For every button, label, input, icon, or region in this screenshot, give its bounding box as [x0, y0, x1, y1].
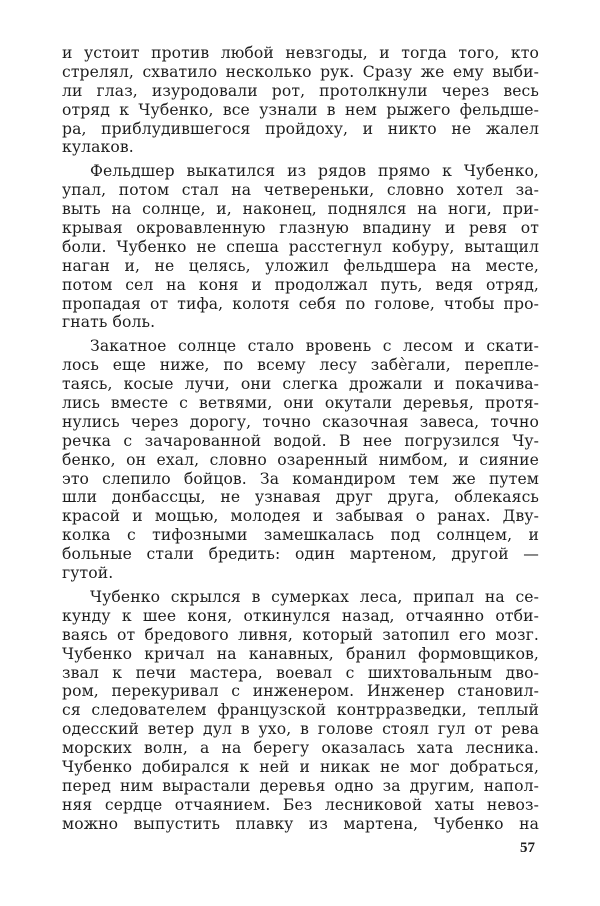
text-line: пропадая от тифа, колотя себя по голове, чтобы про-: [62, 294, 539, 313]
text-line: нулись через дорогу, точно сказочная завеса, точно: [62, 412, 539, 431]
text-line: боли. Чубенко не спеша расстегнул кобуру, вытащил: [62, 237, 539, 256]
text-line: колка с тифозными замешкалась под солнцем, и: [62, 526, 539, 545]
text-line: ром, перекуривал с инженером. Инженер становил-: [62, 682, 539, 701]
text-line: ваясь от бредового ливня, который затопил его мозг.: [62, 625, 539, 644]
text-line: одесский ветер дул в ухо, в голове стоял гул от рева: [62, 720, 539, 739]
text-line: гнать боль.: [62, 313, 156, 332]
text-line: стрелял, схватило несколько рук. Сразу же ему выби-: [62, 62, 539, 81]
text-line: речка с зачарованной водой. В нее погрузился Чу-: [62, 431, 539, 450]
text-line: перед ним вырастали деревья одно за другим, напол-: [62, 776, 539, 795]
text-line: Фельдшер выкатился из рядов прямо к Чубенко,: [90, 162, 539, 181]
text-line: больные стали бредить: один мартеном, другой —: [62, 545, 539, 564]
text-line: кунду к шее коня, откинулся назад, отчаянно отби-: [62, 606, 539, 625]
text-line: лись вместе с ветвями, они окутали деревья, протя-: [62, 394, 539, 413]
paragraph: [62, 337, 539, 583]
text-line: и устоит против любой невзгоды, и тогда того, кто: [62, 44, 539, 62]
text-line: няя сердце отчаянием. Без лесниковой хаты невоз-: [62, 795, 539, 814]
text-line: таясь, косые лучи, они слегка дрожали и покачива-: [62, 375, 539, 394]
text-line: гутой.: [62, 564, 114, 583]
text-line: Закатное солнце стало вровень с лесом и скати-: [90, 337, 539, 356]
text-line: Чубенко добирался к ней и никак не мог добраться,: [62, 757, 539, 776]
paragraph: [62, 162, 539, 332]
page-number: 57: [520, 840, 535, 856]
text-line: ся следователем французской контрразведки, теплый: [62, 701, 539, 720]
text-line: отряд к Чубенко, все узнали в нем рыжего фельдше-: [62, 100, 539, 119]
text-line: крывая окровавленную глазную впадину и ревя от: [62, 219, 539, 238]
page-body: [62, 44, 539, 839]
paragraph: [62, 44, 539, 157]
text-line: наган и, не целясь, уложил фельдшера на месте,: [62, 256, 539, 275]
paragraph: [62, 588, 539, 834]
text-line: упал, потом стал на четвереньки, словно хотел за-: [62, 181, 539, 200]
text-line: кулаков.: [62, 138, 134, 157]
text-line: Чубенко скрылся в сумерках леса, припал на се-: [90, 587, 539, 606]
text-line: морских волн, а на берегу оказалась хата лесника.: [62, 739, 539, 758]
text-line: шли донбассцы, не узнавая друг друга, облекаясь: [62, 488, 539, 507]
text-line: это слепило бойцов. За командиром тем же путем: [62, 469, 539, 488]
text-line: Чубенко кричал на канавных, бранил формовщиков,: [62, 644, 539, 663]
text-line: бенко, он ехал, словно озаренный нимбом, и сияние: [62, 450, 539, 469]
text-line: звал к печи мастера, воевал с шихтовальным дво-: [62, 663, 539, 682]
text-line: потом сел на коня и продолжал путь, ведя отряд,: [62, 275, 539, 294]
text-line: ли глаз, изуродовали рот, протолкнули через весь: [62, 81, 539, 100]
text-line: ра, приблудившегося пройдоху, и никто не жалел: [62, 119, 539, 138]
text-line: выть на солнце, и, наконец, поднялся на ноги, при-: [62, 200, 539, 219]
text-line: можно выпустить плавку из мартена, Чубенко на: [62, 814, 539, 833]
text-line: красой и мощью, молодея и забывая о ранах. Дву-: [62, 507, 539, 526]
text-line: лось еще ниже, по всему лесу забѐгали, перепле-: [62, 356, 539, 375]
